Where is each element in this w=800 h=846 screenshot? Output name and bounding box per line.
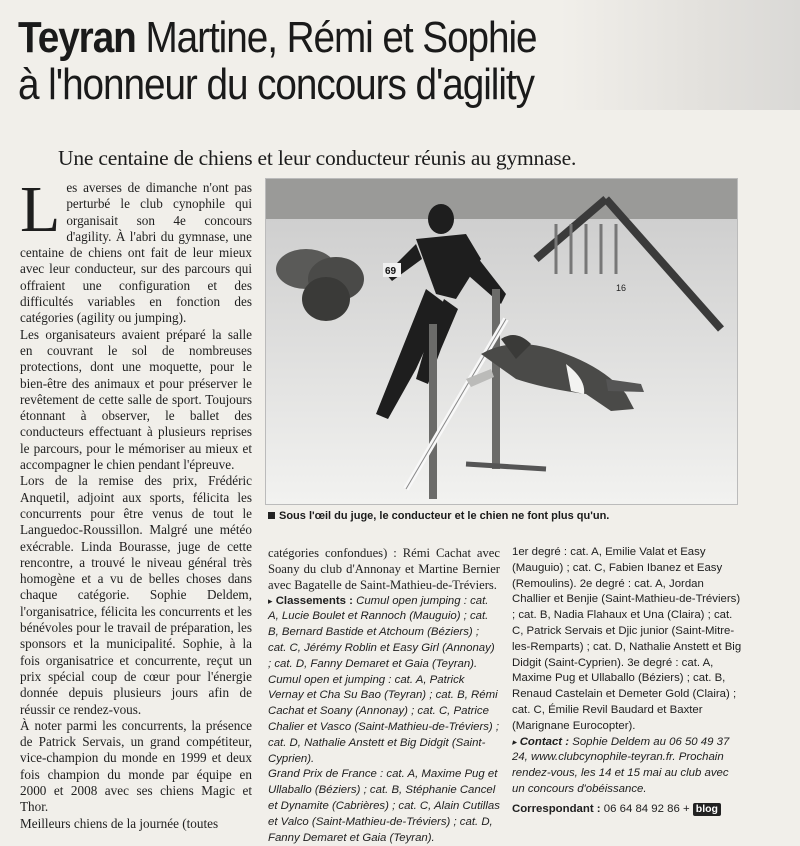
headline-line2: à l'honneur du concours d'agility xyxy=(18,60,534,109)
arrow-bullet-icon: ▸ xyxy=(512,736,517,747)
classements-label: Classements : xyxy=(275,594,353,607)
arrow-bullet-icon: ▸ xyxy=(268,595,273,606)
classements-cumul-open: Cumul open et jumping : cat. A, Patrick Vernay et Cha Su Bao (Teyran) ; cat. B, Rémi Cachat et Soany (Annonay) ; cat. C, Patrice Chalier et Vasco (Saint-Mathieu-de-Tréviers) ; cat. D, Nathalie Anstett et Big Didgit (Saint-Cyprien). xyxy=(268,673,500,765)
article-column-1 xyxy=(20,173,252,832)
blog-badge: blog xyxy=(693,803,721,816)
headline xyxy=(18,14,669,108)
ramp-number: 16 xyxy=(616,283,627,293)
correspondant-phone: 06 64 84 92 86 + xyxy=(603,802,690,815)
headline-line1: Martine, Rémi et Sophie xyxy=(135,13,537,62)
classements-grand-prix: Grand Prix de France : cat. A, Maxime Pug et Ullaballo (Béziers) ; cat. B, Stéphanie Cancel et Dynamite (Cabrières) ; cat. C, Alain Cutillas et Valco (Saint-Mathieu-de-Tréviers) ; cat. D, Fanny Demaret et Gaia (Teyran). xyxy=(268,768,500,844)
photo-caption xyxy=(268,510,738,522)
paragraph-best-dogs: catégories confondues) : Rémi Cachat avec Soany du club d'Annonay et Martine Bernier avec Bagatelle de Saint-Mathieu-de-Tréviers. xyxy=(268,546,500,593)
article-column-2 xyxy=(268,545,500,846)
degrees-results: 1er degré : cat. A, Emilie Valat et Easy (Mauguio) ; cat. C, Fabien Ibanez et Easy (Remoulins). 2e degré : cat. A, Jordan Challier et Benjie (Saint-Mathieu-de-Tréviers) ; cat. B, Nadia Flahaux et Una (Claira) ; cat. C, Patrick Servais et Djic junior (Saint-Mitre-les-Remparts) ; cat. D, Nathalie Anstett et Big Didgit (Saint-Cyprien). 3e degré : cat. A, Maxime Pug et Ullaballo (Béziers) ; cat. B, Renaud Castelain et Demeter Gold (Claira) ; cat. C, Émilie Revil Baudard et Baxter (Marignane Eurocopter). xyxy=(512,546,742,732)
correspondant-line xyxy=(512,802,742,818)
classements-cumul-jumping: Cumul open jumping : cat. A, Lucie Boulet et Rannoch (Mauguio) ; cat. B, Bernard Bastide et Atchoum (Béziers) ; cat. C, Jérémy Roblin et Easy Girl (Annonay) ; cat. D, Fanny Demaret et Gaia (Teyran). xyxy=(268,594,495,670)
paragraph-organisation: Les organisateurs avaient préparé la salle en couvrant le sol de nombreuses protections, dont une moquette, pour le bien-être des animaux et pour préserver le revêtement de cette salle de sport. Toujours étonnant à observer, le ballet des conducteurs effectuant à plusieurs reprises le parcours, pour le mémoriser au mieux et accompagner le chien pendant l'épreuve. xyxy=(20,326,252,473)
contact-label: Contact : xyxy=(519,735,570,748)
drop-cap: L xyxy=(20,173,61,246)
agility-photo-illustration xyxy=(266,179,737,504)
correspondant-label: Correspondant : xyxy=(512,802,601,815)
contact-text: Sophie Deldem au 06 50 49 37 24, www.clubcynophile-teyran.fr. Prochain rendez-vous, les 14 et 15 mai au club avec un concours d'obéissance. xyxy=(512,735,730,795)
subheadline: Une centaine de chiens et leur conducteur réunis au gymnase. xyxy=(58,146,577,170)
caption-square-icon xyxy=(268,512,275,519)
paragraph-awards: Lors de la remise des prix, Frédéric Anquetil, adjoint aux sports, félicita les concurrents pour être venus de tout le Languedoc-Roussillon. Malgré une météo exécrable. Linda Bourasse, juge de cette rencontre, a trouvé le niveau général très homogène et a vu de belles choses dans chaque catégorie. Sophie Deldem, l'organisatrice, félicita les concurrents et les bénévoles pour le travail de préparation, les sponsors et la municipalité. Sophie, à la fois organisatrice et concurrente, reçut un prix spécial coup de cœur pour l'énergie donnée depuis plusieurs jours afin de réussir ce rendez-vous. xyxy=(20,473,252,717)
article-photo xyxy=(265,178,738,505)
paragraph-servais: À noter parmi les concurrents, la présence de Patrick Servais, un grand compétiteur, vice-champion du monde en 1999 et deux fois champion du monde par équipe en 2000 et 2008 avec ses chiens Magic et Thor. xyxy=(20,717,252,815)
article-column-3 xyxy=(512,545,742,818)
classements-block xyxy=(268,594,500,673)
bib-number: 69 xyxy=(385,266,397,277)
paragraph-intro: es averses de dimanche n'ont pas perturbé le club cynophile qui organisait son 4e concours d'agility. À l'abri du gymnase, une centaine de chiens ont fait de leur mieux avec leur conducteur, sur des parcours qui offraient une configuration et des difficultés variables en fonction des catégories (agility ou jumping). xyxy=(20,180,252,326)
contact-block xyxy=(512,735,742,798)
paragraph-best-dogs-start: Meilleurs chiens de la journée (toutes xyxy=(20,815,219,831)
headline-place: Teyran xyxy=(18,13,136,62)
caption-text: Sous l'œil du juge, le conducteur et le chien ne font plus qu'un. xyxy=(279,510,610,522)
